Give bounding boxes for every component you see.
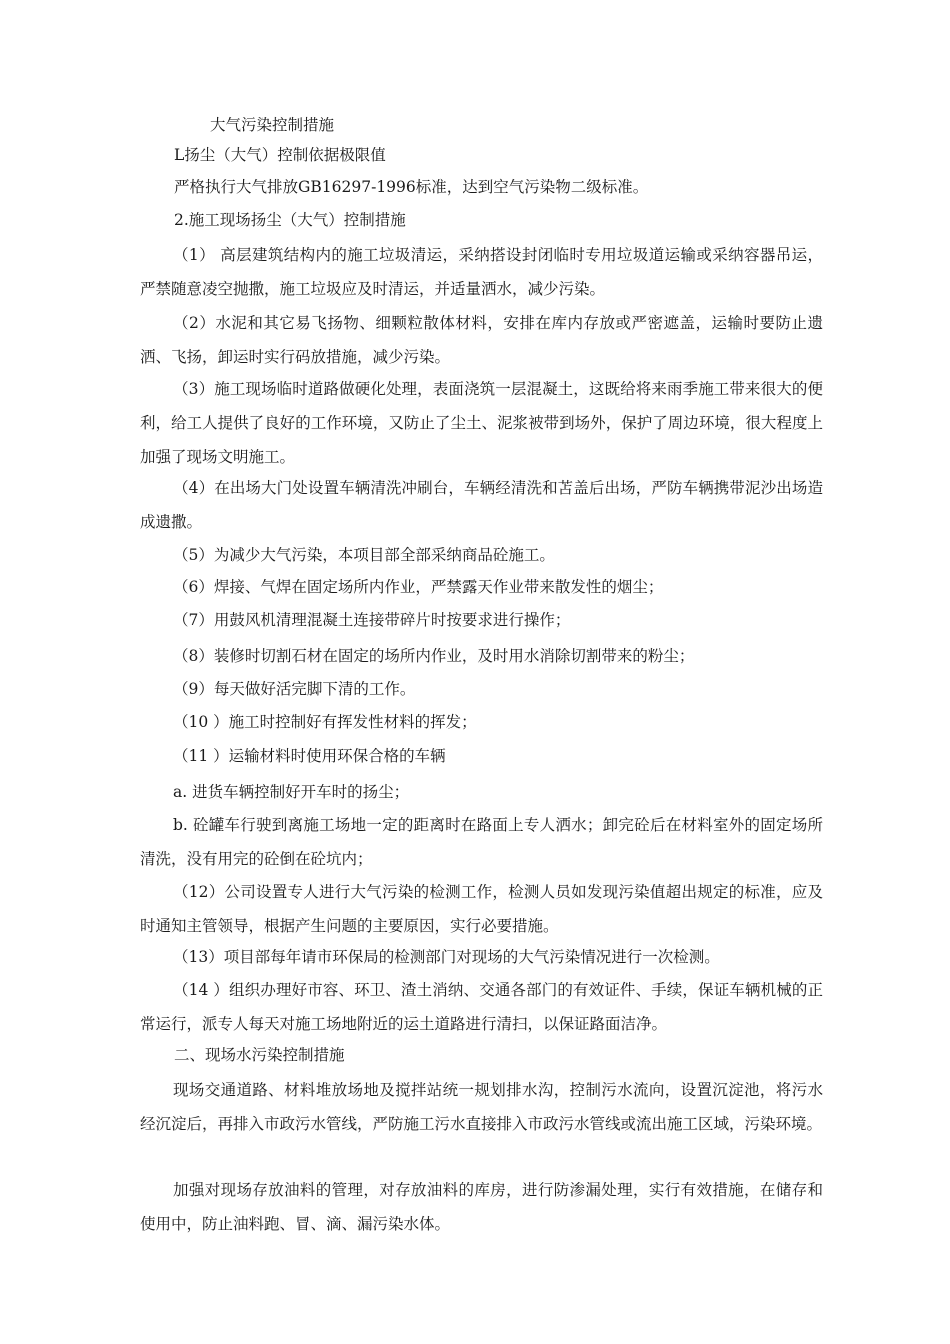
measure-item-5: （5）为减少大气污染，本项目部全部采纳商品砼施工。 bbox=[173, 546, 555, 564]
water-section-heading: 二、现场水污染控制措施 bbox=[174, 1046, 345, 1064]
measure-item-7: （7）用鼓风机清理混凝土连接带碎片时按要求进行操作； bbox=[173, 611, 571, 629]
document-title: 大气污染控制措施 bbox=[210, 116, 335, 134]
measure-item-11: （11 ）运输材料时使用环保合格的车辆 bbox=[173, 747, 446, 765]
measure-item-12: （12）公司设置专人进行大气污染的检测工作，检测人员如发现污染值超出规定的标准，应及时通知主管领导，根据产生问题的主要原因，实行必要措施。 bbox=[140, 883, 823, 935]
measure-item-2: （2）水泥和其它易飞扬物、细颗粒散体材料，安排在库内存放或严密遮盖，运输时要防止遗洒、飞扬，卸运时实行码放措施，减少污染。 bbox=[140, 314, 823, 366]
measure-sub-item-b: b. 砼罐车行驶到离施工场地一定的距离时在路面上专人洒水；卸完砼后在材料室外的固定场所清洗，没有用完的砼倒在砼坑内； bbox=[140, 816, 823, 868]
measure-item-6: （6）焊接、气焊在固定场所内作业，严禁露天作业带来散发性的烟尘； bbox=[173, 578, 664, 596]
measure-item-4: （4）在出场大门处设置车辆清洗冲刷台，车辆经清洗和苫盖后出场，严防车辆携带泥沙出场造成遗撒。 bbox=[140, 479, 823, 531]
section2-heading: 2.施工现场扬尘（大气）控制措施 bbox=[174, 211, 406, 229]
measure-item-10: （10 ）施工时控制好有挥发性材料的挥发； bbox=[173, 713, 477, 731]
measure-item-13: （13）项目部每年请市环保局的检测部门对现场的大气污染情况进行一次检测。 bbox=[173, 948, 720, 966]
measure-item-14: （14 ）组织办理好市容、环卫、渣土消纳、交通各部门的有效证件、手续，保证车辆机械的正常运行，派专人每天对施工场地附近的运土道路进行清扫，以保证路面洁净。 bbox=[140, 981, 823, 1033]
standard-text: 严格执行大气排放GB16297-1996标准，达到空气污染物二级标准。 bbox=[174, 178, 649, 196]
measure-item-1: （1） 高层建筑结构内的施工垃圾清运，采纳搭设封闭临时专用垃圾道运输或采纳容器吊运，严禁随意凌空抛撒，施工垃圾应及时清运，并适量洒水，减少污染。 bbox=[140, 246, 823, 298]
water-paragraph-2: 加强对现场存放油料的管理，对存放油料的库房，进行防渗漏处理，实行有效措施，在储存和使用中，防止油料跑、冒、滴、漏污染水体。 bbox=[140, 1181, 823, 1233]
measure-sub-item-a: a. 进货车辆控制好开车时的扬尘； bbox=[173, 783, 410, 801]
section1-heading: L扬尘（大气）控制依据极限值 bbox=[174, 146, 386, 164]
measure-item-8: （8）装修时切割石材在固定的场所内作业，及时用水消除切割带来的粉尘； bbox=[173, 647, 695, 665]
measure-item-9: （9）每天做好活完脚下清的工作。 bbox=[173, 680, 416, 698]
water-paragraph-1: 现场交通道路、材料堆放场地及搅拌站统一规划排水沟，控制污水流向，设置沉淀池，将污水经沉淀后，再排入市政污水管线，严防施工污水直接排入市政污水管线或流出施工区域，污染环境。 bbox=[140, 1081, 823, 1133]
measure-item-3: （3）施工现场临时道路做硬化处理，表面浇筑一层混凝土，这既给将来雨季施工带来很大的便利，给工人提供了良好的工作环境，又防止了尘土、泥浆被带到场外，保护了周边环境，很大程度上加强了现场文明施工。 bbox=[140, 380, 823, 466]
